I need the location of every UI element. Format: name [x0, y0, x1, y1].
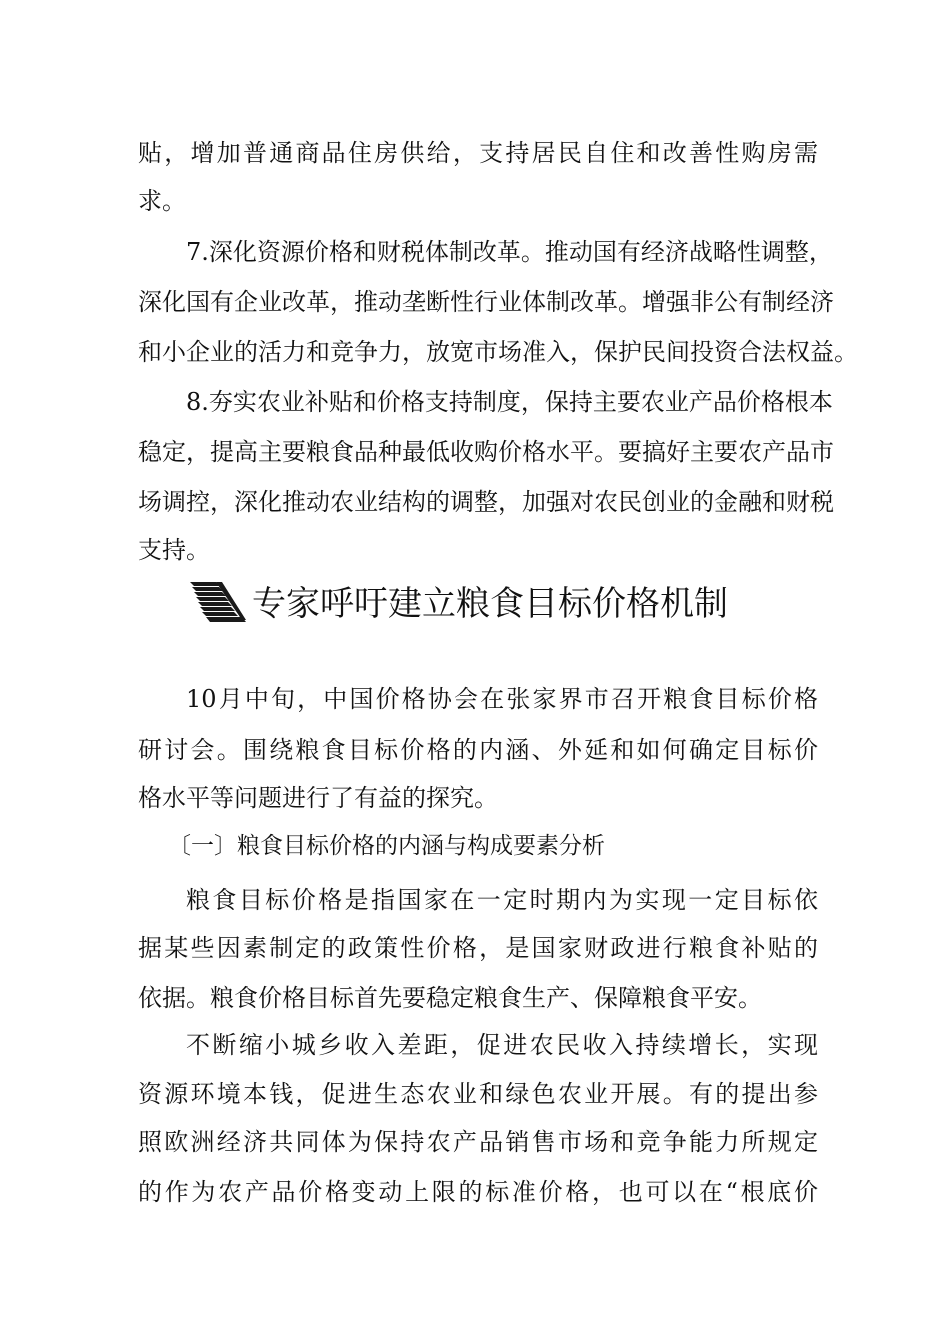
- paragraph-line: 场调控，深化推动农业结构的调整，加强对农民创业的金融和财税: [138, 488, 834, 516]
- paragraph-line: 求。: [138, 187, 186, 215]
- paragraph-line: 不断缩小城乡收入差距，促进农民收入持续增长，实现: [186, 1031, 818, 1059]
- paragraph-line: 的作为农产品价格变动上限的标准价格，也可以在“根底价: [138, 1178, 818, 1206]
- paragraph-line: 研讨会。围绕粮食目标价格的内涵、外延和如何确定目标价: [138, 736, 818, 764]
- paragraph-line: 支持。: [138, 536, 210, 564]
- paragraph-line: 据某些因素制定的政策性价格，是国家财政进行粮食补贴的: [138, 934, 818, 962]
- subsection-heading: 〔一〕粮食目标价格的内涵与构成要素分析: [168, 833, 605, 859]
- paragraph-line: 粮食目标价格是指国家在一定时期内为实现一定目标依: [186, 886, 818, 914]
- paragraph-line: 照欧洲经济共同体为保持农产品销售市场和竞争能力所规定: [138, 1128, 818, 1156]
- paragraph-line: 依据。粮食价格目标首先要稳定粮食生产、保障粮食平安。: [138, 984, 762, 1012]
- section-title: 专家呼吁建立粮食目标价格机制: [252, 584, 728, 624]
- paragraph-line: 8.夯实农业补贴和价格支持制度，保持主要农业产品价格根本: [186, 388, 833, 416]
- stacked-papers-icon: [186, 580, 252, 626]
- paragraph-line: 深化国有企业改革，推动垄断性行业体制改革。增强非公有制经济: [138, 288, 834, 316]
- section-heading: [186, 578, 786, 634]
- paragraph-line: 10月中旬，中国价格协会在张家界市召开粮食目标价格: [186, 685, 818, 713]
- paragraph-line: 7.深化资源价格和财税体制改革。推动国有经济战略性调整，: [186, 238, 833, 266]
- paragraph-line: 稳定，提高主要粮食品种最低收购价格水平。要搞好主要农产品市: [138, 438, 834, 466]
- paragraph-line: 和小企业的活力和竞争力，放宽市场准入，保护民间投资合法权益。: [138, 338, 858, 366]
- paragraph-line: 资源环境本钱，促进生态农业和绿色农业开展。有的提出参: [138, 1080, 818, 1108]
- paragraph-line: 格水平等问题进行了有益的探究。: [138, 784, 498, 812]
- paragraph-line: 贴，增加普通商品住房供给，支持居民自住和改善性购房需: [138, 139, 818, 167]
